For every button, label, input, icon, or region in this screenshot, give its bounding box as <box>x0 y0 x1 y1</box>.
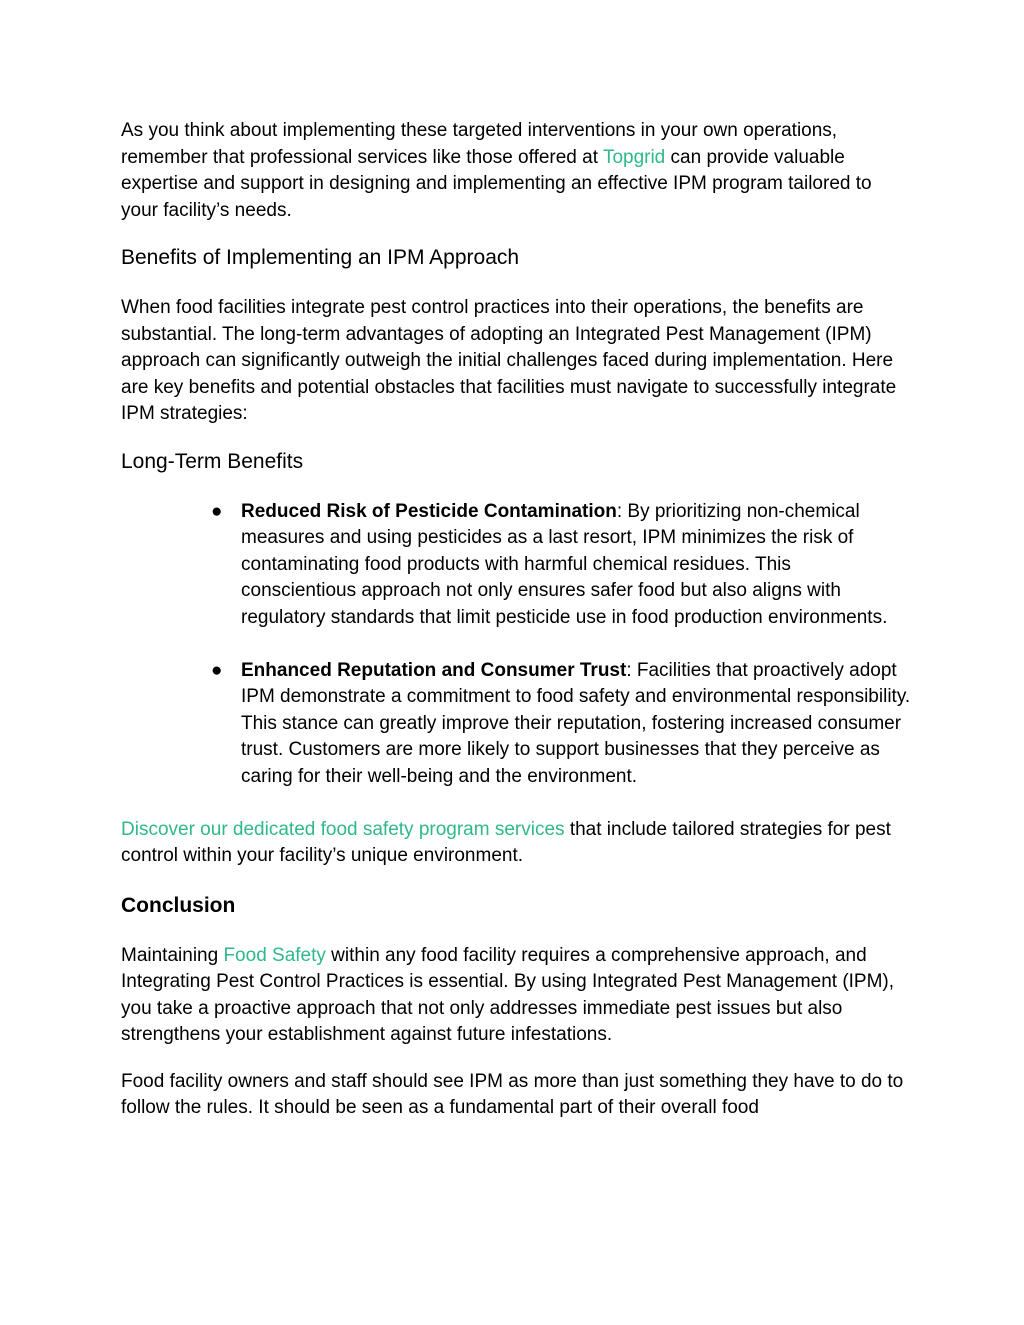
benefits-heading: Benefits of Implementing an IPM Approach <box>121 246 520 269</box>
bullet-title: Enhanced Reputation and Consumer Trust <box>241 659 627 681</box>
bullet-text: : By prioritizing non-chemical measures and using pesticides as a last resort, IPM minimizes the risk of contaminating food products with harmful chemical residues. This conscientious approach not only ensures safer food but also aligns with regulatory standards that limit pesticide use in food production environments. <box>241 500 888 628</box>
conclusion-paragraph-1 <box>121 943 911 1049</box>
food-safety-program-link[interactable]: Discover our dedicated food safety program services <box>121 818 565 840</box>
bullet-icon: ● <box>211 659 223 681</box>
long-term-benefits-heading: Long-Term Benefits <box>121 449 304 473</box>
food-safety-link[interactable]: Food Safety <box>223 944 326 966</box>
bullet-text: : Facilities that proactively adopt IPM demonstrate a commitment to food safety and environmental responsibility. This stance can greatly improve their reputation, fostering increased consumer trust. Customers are more likely to support businesses that they perceive as caring for their well-being and the environment. <box>241 659 911 787</box>
conclusion-paragraph-2: Food facility owners and staff should see IPM as more than just something they have to do to follow the rules. It should be seen as a fundamental part of their overall food <box>121 1070 904 1118</box>
topgrid-link[interactable]: Topgrid <box>602 146 666 168</box>
benefits-list <box>121 499 911 791</box>
conclusion-text-after: within any food facility requires a comprehensive approach, and Integrating Pest Control Practices is essential. By using Integrated Pest Management (IPM), you take a proactive approach that not only addresses immediate pest issues but also strengthens your establishment against future infestations. <box>121 944 895 1045</box>
conclusion-text-before: Maintaining <box>121 944 224 966</box>
bullet-title: Reduced Risk of Pesticide Contamination <box>241 500 617 522</box>
conclusion-heading: Conclusion <box>121 893 236 917</box>
intro-text-after: can provide valuable expertise and support in designing and implementing an effective IPM program tailored to your facility’s needs. <box>121 146 872 221</box>
benefits-paragraph: When food facilities integrate pest control practices into their operations, the benefits are substantial. The long-term advantages of adopting an Integrated Pest Management (IPM) approach can significantly outweigh the initial challenges faced during implementation. Here are key benefits and potential obstacles that facilities must navigate to successfully integrate IPM strategies: <box>121 297 897 424</box>
intro-paragraph <box>121 118 911 224</box>
discover-paragraph <box>121 817 911 870</box>
intro-text-before: As you think about implementing these targeted interventions in your own operations, remember that professional services like those offered at <box>121 120 838 168</box>
list-item <box>211 499 911 632</box>
bullet-icon: ● <box>211 500 223 522</box>
discover-text-after: that include tailored strategies for pest control within your facility’s unique environment. <box>121 818 891 866</box>
document-page <box>121 118 911 1122</box>
list-item <box>211 658 911 791</box>
